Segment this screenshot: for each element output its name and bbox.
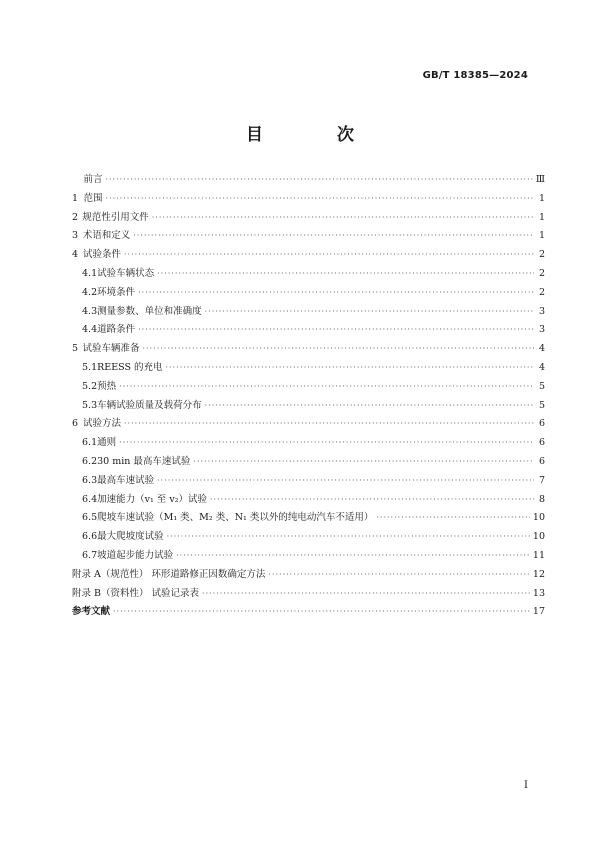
toc-entry-number: 4.2 xyxy=(82,286,98,298)
toc-entry-page: 3 xyxy=(538,324,545,336)
toc-entry-title: 环境条件 xyxy=(97,286,136,298)
toc-entry-page: 10 xyxy=(532,512,545,524)
toc-dot-leader xyxy=(143,340,534,359)
toc-entry-number: 1 xyxy=(72,192,79,204)
toc-entry-page: 13 xyxy=(532,587,545,599)
toc-entry-page: 2 xyxy=(538,267,545,279)
toc-dot-leader xyxy=(124,415,534,434)
toc-entry-title: 车辆试验质量及载荷分布 xyxy=(97,399,202,411)
toc-dot-leader xyxy=(106,190,535,209)
toc-dot-leader xyxy=(138,321,534,340)
toc-entry[interactable] xyxy=(72,472,545,491)
toc-dot-leader xyxy=(166,359,534,378)
toc-entry-number: 3 xyxy=(72,230,79,242)
toc-dot-leader xyxy=(124,246,534,265)
toc-entry[interactable] xyxy=(72,246,545,265)
toc-dot-leader xyxy=(133,227,534,246)
page-title: 目 次 xyxy=(246,125,388,145)
toc-entry-page: Ⅲ xyxy=(535,174,545,185)
standard-number: GB/T 18385—2024 xyxy=(422,70,528,81)
toc-entry[interactable] xyxy=(72,509,545,528)
toc-entry-page: 2 xyxy=(538,249,545,261)
toc-entry[interactable] xyxy=(72,265,545,284)
toc-dot-leader xyxy=(157,265,534,284)
toc-entry[interactable] xyxy=(72,340,545,359)
toc-entry-title: 试验车辆准备 xyxy=(82,343,140,355)
toc-entry[interactable] xyxy=(72,547,545,566)
toc-entry-title: 预热 xyxy=(97,380,117,392)
toc-entry-page: 8 xyxy=(538,493,545,505)
toc-entry-title: 通则 xyxy=(97,437,117,449)
toc-entry-number: 6.5 xyxy=(82,512,98,524)
toc-dot-leader xyxy=(105,171,532,190)
toc-dot-leader xyxy=(376,509,530,528)
toc-entry-page: 7 xyxy=(538,474,545,486)
toc-entry-page: 6 xyxy=(538,437,545,449)
toc-entry-number: 5.2 xyxy=(82,380,98,392)
toc-entry-number: 5.3 xyxy=(82,399,98,411)
toc-dot-leader xyxy=(138,284,534,303)
toc-dot-leader xyxy=(205,397,534,416)
toc-entry[interactable] xyxy=(72,603,545,622)
toc-entry-page: 1 xyxy=(538,211,545,223)
toc-entry-number: 6.4 xyxy=(82,493,98,505)
toc-entry-number: 4.1 xyxy=(82,267,98,279)
page-number: I xyxy=(524,780,528,791)
toc-dot-leader xyxy=(167,528,530,547)
toc-entry[interactable] xyxy=(72,321,545,340)
toc-entry[interactable] xyxy=(72,397,545,416)
toc-entry[interactable] xyxy=(72,566,545,585)
toc-entry[interactable] xyxy=(72,528,545,547)
toc-entry-number: 4.3 xyxy=(82,305,98,317)
toc-entry-title: 附录 B（资料性） 试验记录表 xyxy=(72,587,200,599)
toc-dot-leader xyxy=(119,434,534,453)
toc-dot-leader xyxy=(113,603,530,622)
toc-entry-page: 17 xyxy=(532,606,545,618)
toc-entry-page: 2 xyxy=(538,286,545,298)
toc-entry-title: 附录 A（规范性） 环形道路修正因数确定方法 xyxy=(72,568,266,580)
toc-entry-number: 5.1 xyxy=(82,361,98,373)
toc-entry-page: 5 xyxy=(538,399,545,411)
toc-entry-number: 6.6 xyxy=(82,531,98,543)
toc-entry-page: 5 xyxy=(538,380,545,392)
toc-entry-title: 范围 xyxy=(83,192,103,204)
toc-entry-page: 6 xyxy=(538,418,545,430)
toc-dot-leader xyxy=(205,303,534,322)
toc-entry-title: 最高车速试验 xyxy=(97,474,155,486)
toc-entry-title: 30 min 最高车速试验 xyxy=(97,455,191,467)
toc-entry-number: 5 xyxy=(72,343,79,355)
toc-entry-page: 4 xyxy=(538,361,545,373)
toc-entry-title: 规范性引用文件 xyxy=(82,211,149,223)
toc-entry[interactable] xyxy=(72,190,545,209)
toc-entry-page: 12 xyxy=(532,568,545,580)
toc-entry-page: 1 xyxy=(538,192,545,204)
toc-entry-title: REESS 的充电 xyxy=(97,361,163,373)
toc-dot-leader xyxy=(210,491,534,510)
toc-entry[interactable] xyxy=(72,585,545,604)
toc-entry-number: 4.4 xyxy=(82,324,98,336)
toc-entry[interactable] xyxy=(72,434,545,453)
toc-entry-title: 试验方法 xyxy=(83,418,122,430)
toc-entry-number: 2 xyxy=(72,211,79,223)
toc-entry-title: 坡道起步能力试验 xyxy=(97,549,174,561)
toc-entry-number: 6.1 xyxy=(82,437,98,449)
toc-entry[interactable] xyxy=(72,491,545,510)
toc-entry[interactable] xyxy=(72,227,545,246)
toc-entry[interactable] xyxy=(72,303,545,322)
toc-entry-number: 6.7 xyxy=(82,549,98,561)
table-of-contents xyxy=(72,171,545,622)
toc-entry-page: 3 xyxy=(538,305,545,317)
toc-dot-leader xyxy=(268,566,530,585)
toc-entry-page: 1 xyxy=(538,230,545,242)
toc-entry[interactable] xyxy=(72,171,545,190)
toc-dot-leader xyxy=(202,585,530,604)
toc-entry-page: 6 xyxy=(538,455,545,467)
toc-entry[interactable] xyxy=(72,453,545,472)
toc-entry-number: 4 xyxy=(72,249,79,261)
toc-entry[interactable] xyxy=(72,284,545,303)
toc-entry-title: 术语和定义 xyxy=(82,230,131,242)
toc-entry[interactable] xyxy=(72,378,545,397)
toc-dot-leader xyxy=(119,378,534,397)
toc-entry-number: 6.2 xyxy=(82,455,98,467)
toc-dot-leader xyxy=(152,209,534,228)
toc-entry-title: 前言 xyxy=(83,174,103,185)
toc-entry-title: 参考文献 xyxy=(72,606,111,618)
toc-entry[interactable] xyxy=(72,415,545,434)
toc-entry-title: 试验条件 xyxy=(83,249,122,261)
toc-entry-title: 爬坡车速试验（M₁ 类、M₂ 类、N₁ 类以外的纯电动汽车不适用） xyxy=(97,512,374,524)
toc-entry-number: 6 xyxy=(72,418,79,430)
toc-entry-page: 4 xyxy=(538,343,545,355)
toc-entry-title: 试验车辆状态 xyxy=(97,267,155,279)
toc-dot-leader xyxy=(157,472,534,491)
toc-entry-title: 加速能力（v₁ 至 v₂）试验 xyxy=(97,493,207,505)
toc-entry-title: 道路条件 xyxy=(97,324,136,336)
toc-entry-page: 11 xyxy=(532,549,545,561)
toc-dot-leader xyxy=(176,547,530,566)
toc-entry-number: 6.3 xyxy=(82,474,98,486)
toc-entry-title: 最大爬坡度试验 xyxy=(97,531,164,543)
toc-dot-leader xyxy=(193,453,534,472)
toc-entry-title: 测量参数、单位和准确度 xyxy=(97,305,202,317)
toc-entry[interactable] xyxy=(72,209,545,228)
toc-entry-page: 10 xyxy=(532,531,545,543)
toc-entry[interactable] xyxy=(72,359,545,378)
